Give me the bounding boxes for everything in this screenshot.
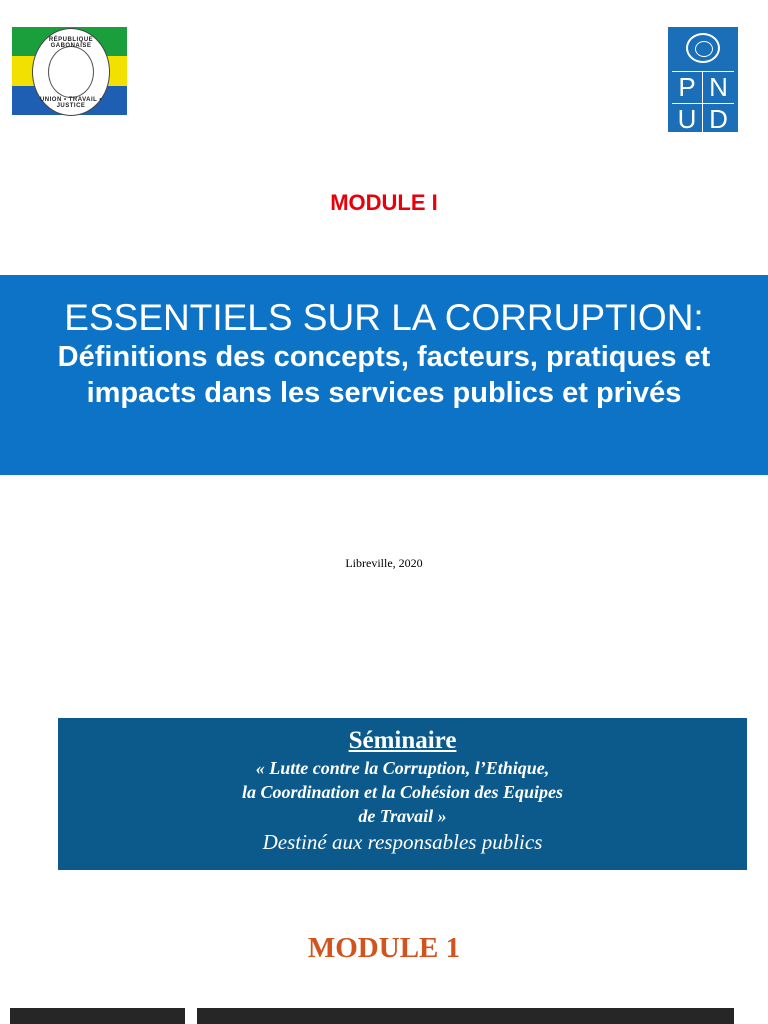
undp-letter: N: [703, 71, 734, 103]
undp-logo: [668, 27, 738, 132]
undp-letter: U: [672, 103, 703, 135]
gabon-seal-icon: [32, 28, 110, 116]
banner-title: ESSENTIELS SUR LA CORRUPTION:: [64, 297, 704, 338]
seminar-audience: Destiné aux responsables publics: [262, 830, 543, 854]
undp-letter: P: [672, 71, 703, 103]
banner-subtitle: Définitions des concepts, facteurs, pratiques et impacts dans les services publics et privés: [57, 341, 711, 409]
seal-text-top: RÉPUBLIQUE GABONAISE: [48, 37, 94, 49]
module-heading-bottom: MODULE 1: [307, 932, 461, 964]
seminar-line-3: de Travail »: [358, 806, 447, 826]
seal-text-bottom: UNION • TRAVAIL • JUSTICE: [39, 97, 103, 109]
place-date: Libreville, 2020: [345, 556, 423, 570]
seminar-line-2: la Coordination et la Cohésion des Equipes: [241, 782, 564, 802]
module-heading-top: MODULE I: [330, 190, 438, 215]
un-emblem-icon: [686, 33, 720, 63]
undp-letter: D: [703, 103, 734, 135]
footer-bar-right: [197, 1008, 734, 1024]
seminar-line-1: « Lutte contre la Corruption, l’Ethique,: [255, 758, 550, 778]
seminar-box: [58, 718, 747, 870]
footer-bar-left: [10, 1008, 185, 1024]
seminar-heading: Séminaire: [348, 727, 457, 754]
title-banner: [0, 275, 768, 475]
